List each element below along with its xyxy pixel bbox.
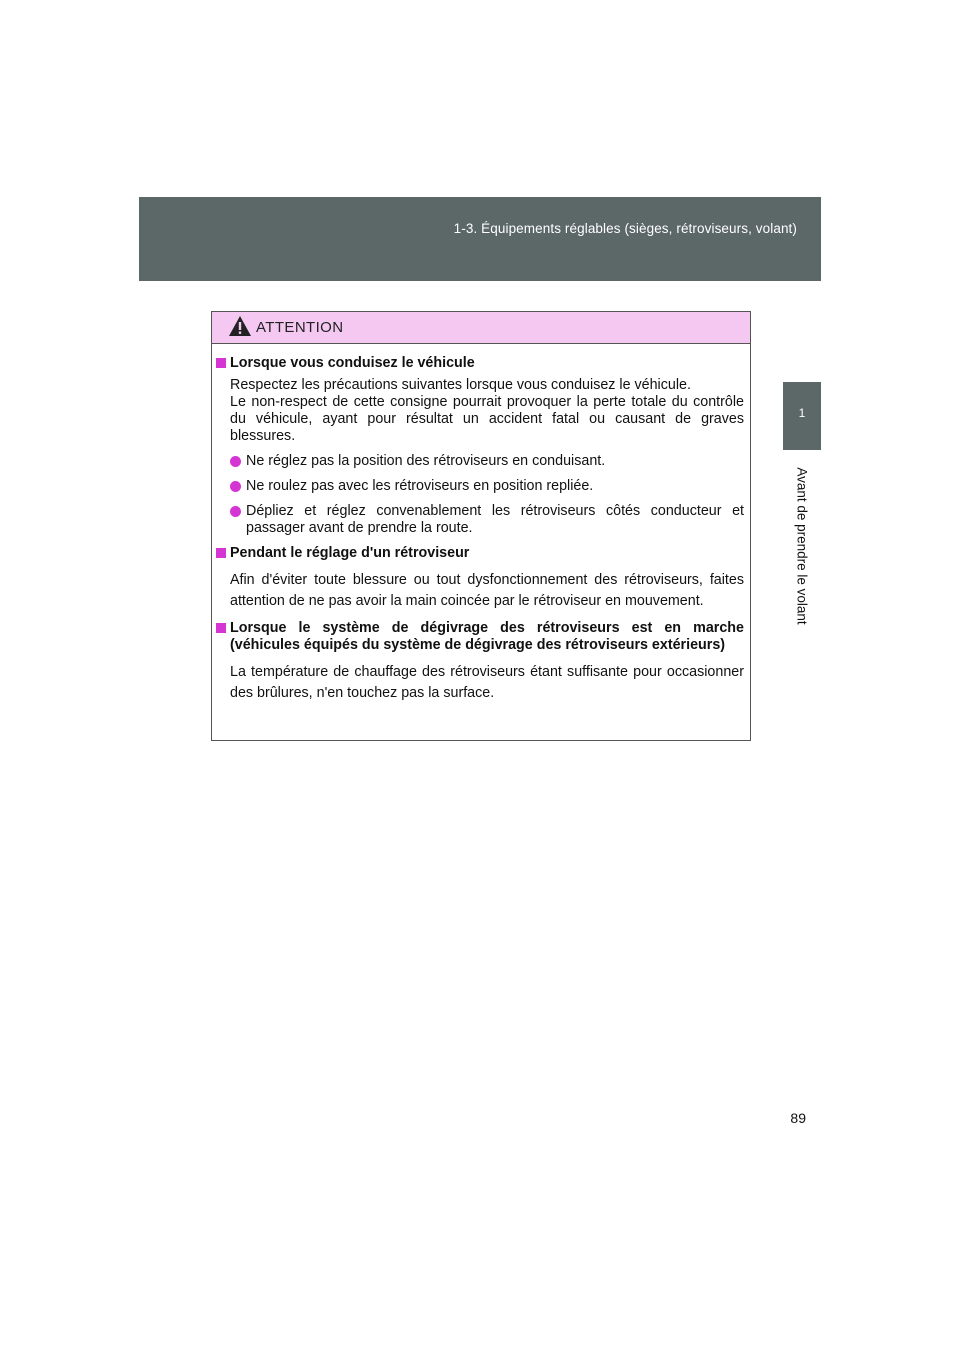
warning-header xyxy=(212,312,750,344)
list-item-text: Ne roulez pas avec les rétroviseurs en position repliée. xyxy=(246,478,594,494)
section-title-text: Lorsque le système de dégivrage des rétroviseurs est en marche (véhicules équipés du système de dégivrage des rétroviseurs extérieurs) xyxy=(230,620,744,653)
section-adjusting xyxy=(216,545,744,612)
warning-box xyxy=(211,311,751,741)
section-title xyxy=(216,620,744,654)
warning-body xyxy=(212,344,750,704)
section-title-text: Lorsque vous conduisez le véhicule xyxy=(230,355,475,371)
square-bullet-icon xyxy=(216,358,226,368)
breadcrumb: 1-3. Équipements réglables (sièges, rétroviseurs, volant) xyxy=(453,221,797,236)
list-item xyxy=(216,453,744,470)
chapter-label-wrap xyxy=(783,458,821,633)
section-text: La température de chauffage des rétroviseurs étant suffisante pour occasionner des brûlures, n'en touchez pas la surface. xyxy=(230,664,744,701)
section-title xyxy=(216,355,744,372)
section-text: Afin d'éviter toute blessure ou tout dysfonctionnement des rétroviseurs, faites attention de ne pas avoir la main coincée par le rétroviseur en mouvement. xyxy=(230,572,744,609)
list-item-text: Dépliez et réglez convenablement les rétroviseurs côtés conducteur et passager avant de prendre la route. xyxy=(246,503,744,536)
header-bar xyxy=(139,197,821,281)
section-title-text: Pendant le réglage d'un rétroviseur xyxy=(230,545,470,561)
list-item xyxy=(216,478,744,495)
chapter-number: 1 xyxy=(798,406,806,420)
section-defroster xyxy=(216,620,744,704)
warning-triangle-icon xyxy=(228,315,252,337)
square-bullet-icon xyxy=(216,623,226,633)
page-number: 89 xyxy=(790,1110,806,1126)
round-bullet-icon xyxy=(230,481,241,492)
square-bullet-icon xyxy=(216,548,226,558)
round-bullet-icon xyxy=(230,456,241,467)
list-item xyxy=(216,503,744,537)
section-text: Respectez les précautions suivantes lorsque vous conduisez le véhicule. xyxy=(230,377,691,393)
section-driving xyxy=(216,355,744,537)
section-title xyxy=(216,545,744,562)
warning-title: ATTENTION xyxy=(256,319,344,336)
chapter-tab xyxy=(783,382,821,450)
round-bullet-icon xyxy=(230,506,241,517)
chapter-label: Avant de prendre le volant xyxy=(794,466,810,625)
section-text: Le non-respect de cette consigne pourrait provoquer la perte totale du contrôle du véhicule, ayant pour résultat un accident fatal ou causant de graves blessures. xyxy=(230,394,744,444)
list-item-text: Ne réglez pas la position des rétroviseurs en conduisant. xyxy=(246,453,606,469)
